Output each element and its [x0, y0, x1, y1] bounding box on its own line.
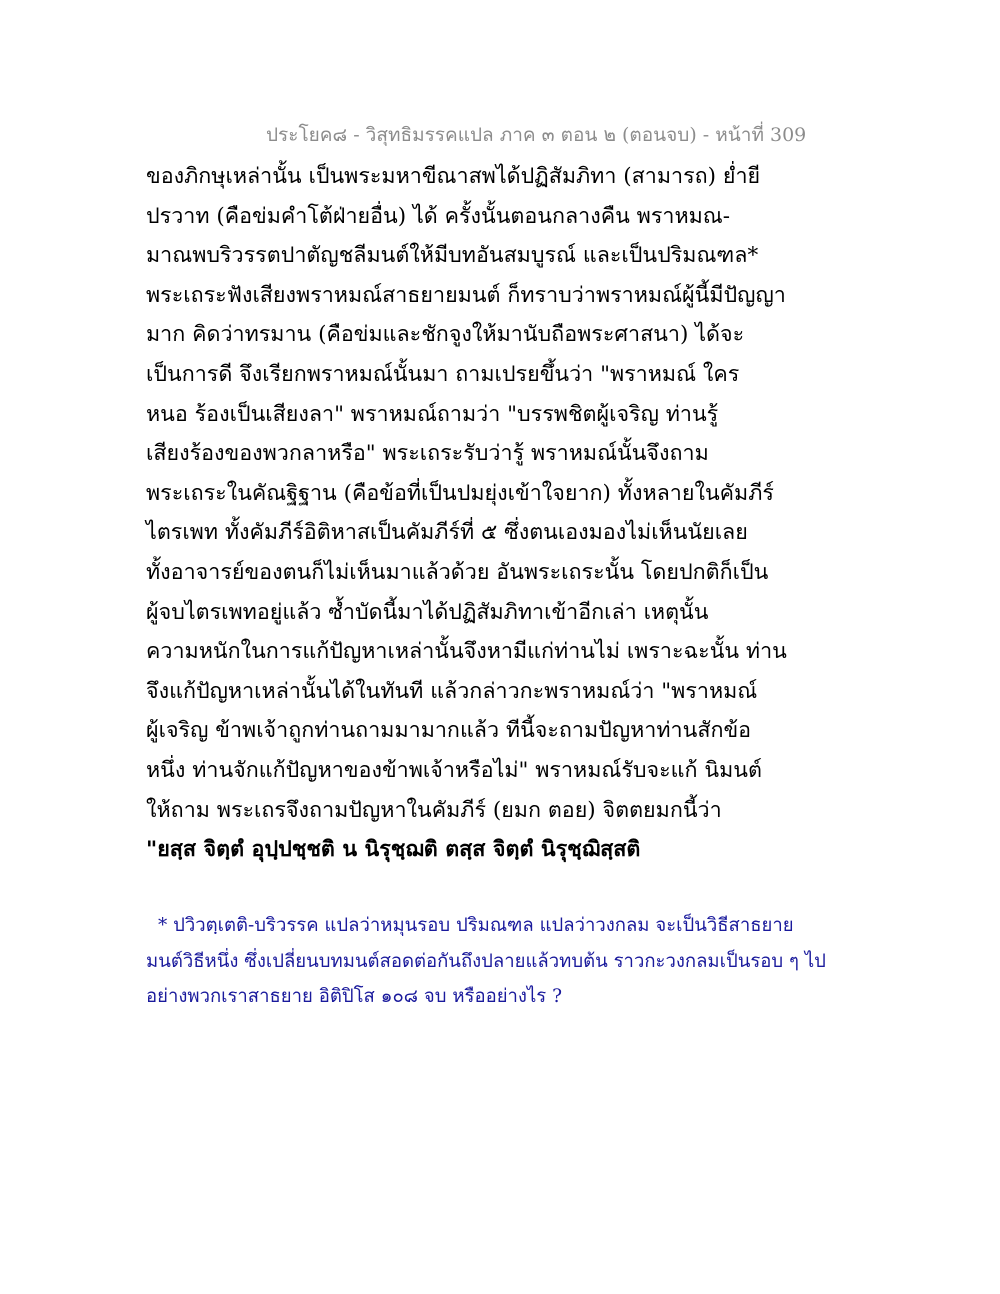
text-line: หนึ่ง ท่านจักแก้ปัญหาของข้าพเจ้าหรือไม่" พราหมณ์รับจะแก้ นิมนต์: [146, 757, 762, 783]
text-line: ความหนักในการแก้ปัญหาเหล่านั้นจึงหามีแก่ท่านไม่ เพราะฉะนั้น ท่าน: [146, 639, 787, 665]
text-line: ให้ถาม พระเถรจึงถามปัญหาในคัมภีร์ (ยมก ตอย) จิตตยมกนี้ว่า: [146, 797, 722, 823]
footnote-line: อย่างพวกเราสาธยาย อิติปิโส ๑๐๘ จบ หรืออย่างไร ?: [146, 986, 563, 1007]
text-line: พระเถระฟังเสียงพราหมณ์สาธยายมนต์ ก็ทราบว่าพราหมณ์ผู้นี้มีปัญญา: [146, 282, 786, 308]
text-line: ผู้จบไตรเพทอยู่แล้ว ซ้ำบัดนี้มาได้ปฏิสัมภิทาเข้าอีกเล่า เหตุนั้น: [146, 599, 709, 625]
page-header: ประโยค๘ - วิสุทธิมรรคแปล ภาค ๓ ตอน ๒ (ตอนจบ) - หน้าที่ 309: [266, 124, 807, 146]
text-line: เป็นการดี จึงเรียกพราหมณ์นั้นมา ถามเปรยขึ้นว่า "พราหมณ์ ใคร: [146, 361, 740, 387]
text-line: พระเถระในคัณฐิฐาน (คือข้อที่เป็นปมยุ่งเข้าใจยาก) ทั้งหลายในคัมภีร์: [146, 480, 774, 506]
footnote-line: * ปวิวตฺเตติ-บริวรรค แปลว่าหมุนรอบ ปริมณฑล แปลว่าวงกลม จะเป็นวิธีสาธยาย: [158, 915, 794, 936]
main-text: [146, 157, 866, 870]
text-line: มาณพบริวรรตปาตัญชลีมนต์ให้มีบทอันสมบูรณ์ และเป็นปริมณฑล*: [146, 243, 759, 269]
text-line: เสียงร้องของพวกลาหรือ" พระเถระรับว่ารู้ พราหมณ์นั้นจึงถาม: [146, 441, 709, 467]
text-line: จึงแก้ปัญหาเหล่านั้นได้ในทันที แล้วกล่าวกะพราหมณ์ว่า "พราหมณ์: [146, 678, 758, 704]
pali-verse-line: "ยสฺส จิตฺตํ อุปฺปชฺชติ น นิรุชฺฌติ ตสฺส จิตฺตํ นิรุชฺฌิสฺสติ: [146, 837, 641, 863]
text-line: ไตรเพท ทั้งคัมภีร์อิติหาสเป็นคัมภีร์ที่ ๕ ซึ่งตนเองมองไม่เห็นนัยเลย: [146, 520, 748, 546]
footnote-line: มนต์วิธีหนึ่ง ซึ่งเปลี่ยนบทมนต์สอดต่อกันถึงปลายแล้วทบต้น ราวกะวงกลมเป็นรอบ ๆ ไป: [146, 950, 826, 972]
text-line: หนอ ร้องเป็นเสียงลา" พราหมณ์ถามว่า "บรรพชิตผู้เจริญ ท่านรู้: [146, 401, 719, 427]
footnote: [146, 908, 866, 1015]
text-line: ของภิกษุเหล่านั้น เป็นพระมหาขีณาสพได้ปฏิสัมภิทา (สามารถ) ย่ำยี: [146, 164, 761, 189]
text-line: ปรวาท (คือข่มคำโต้ฝ่ายอื่น) ได้ ครั้งนั้นตอนกลางคืน พราหมณ-: [146, 203, 730, 229]
text-line: ทั้งอาจารย์ของตนก็ไม่เห็นมาแล้วด้วย อันพระเถระนั้น โดยปกติก็เป็น: [146, 559, 769, 585]
text-line: มาก คิดว่าทรมาน (คือข่มและชักจูงให้มานับถือพระศาสนา) ได้จะ: [146, 322, 745, 348]
text-line: ผู้เจริญ ข้าพเจ้าถูกท่านถามมามากแล้ว ทีนี้จะถามปัญหาท่านสักข้อ: [146, 718, 752, 744]
